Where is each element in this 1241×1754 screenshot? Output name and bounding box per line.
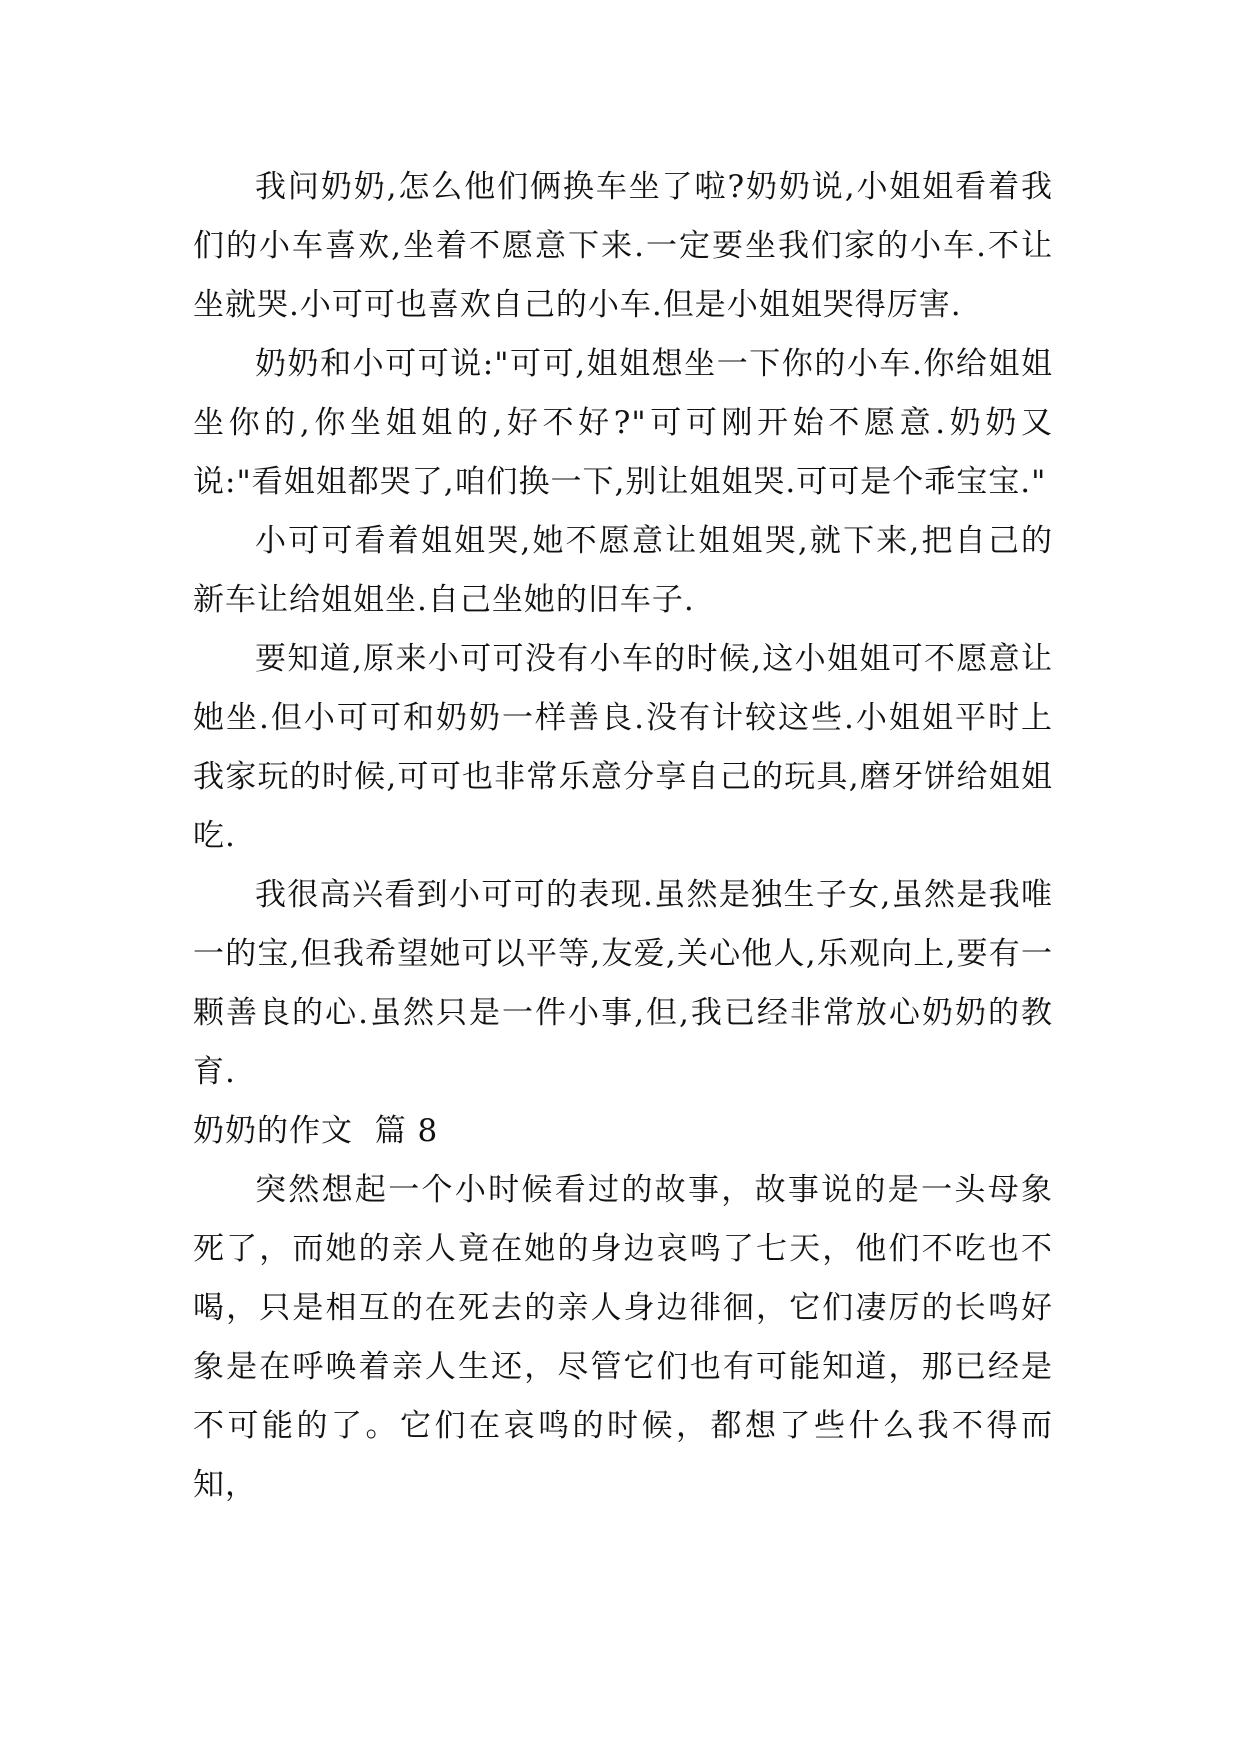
document-body [193, 158, 1053, 1515]
paragraph-1: 我问奶奶,怎么他们俩换车坐了啦?奶奶说,小姐姐看着我们的小车喜欢,坐着不愿意下来.一定要坐我们家的小车.不让坐就哭.小可可也喜欢自己的小车.但是小姐姐哭得厉害. [193, 169, 1053, 323]
section-heading: 奶奶的作文 篇 8 [193, 1113, 439, 1149]
paragraph-2: 奶奶和小可可说:"可可,姐姐想坐一下你的小车.你给姐姐坐你的,你坐姐姐的,好不好?"可可刚开始不愿意.奶奶又说:"看姐姐都哭了,咱们换一下,别让姐姐哭.可可是个乖宝宝." [193, 346, 1053, 500]
paragraph-5: 我很高兴看到小可可的表现.虽然是独生子女,虽然是我唯一的宝,但我希望她可以平等,友爱,关心他人,乐观向上,要有一颗善良的心.虽然只是一件小事,但,我已经非常放心奶奶的教育. [193, 877, 1053, 1090]
section-paragraph-1: 突然想起一个小时候看过的故事，故事说的是一头母象死了，而她的亲人竟在她的身边哀鸣了七天，他们不吃也不喝，只是相互的在死去的亲人身边徘徊，它们凄厉的长鸣好象是在呼唤着亲人生还，尽管它们也有可能知道，那已经是不可能的了。它们在哀鸣的时候，都想了些什么我不得而知， [193, 1172, 1053, 1503]
paragraph-4: 要知道,原来小可可没有小车的时候,这小姐姐可不愿意让她坐.但小可可和奶奶一样善良.没有计较这些.小姐姐平时上我家玩的时候,可可也非常乐意分享自己的玩具,磨牙饼给姐姐吃. [193, 641, 1053, 854]
paragraph-3: 小可可看着姐姐哭,她不愿意让姐姐哭,就下来,把自己的新车让给姐姐坐.自己坐她的旧车子. [193, 523, 1053, 618]
